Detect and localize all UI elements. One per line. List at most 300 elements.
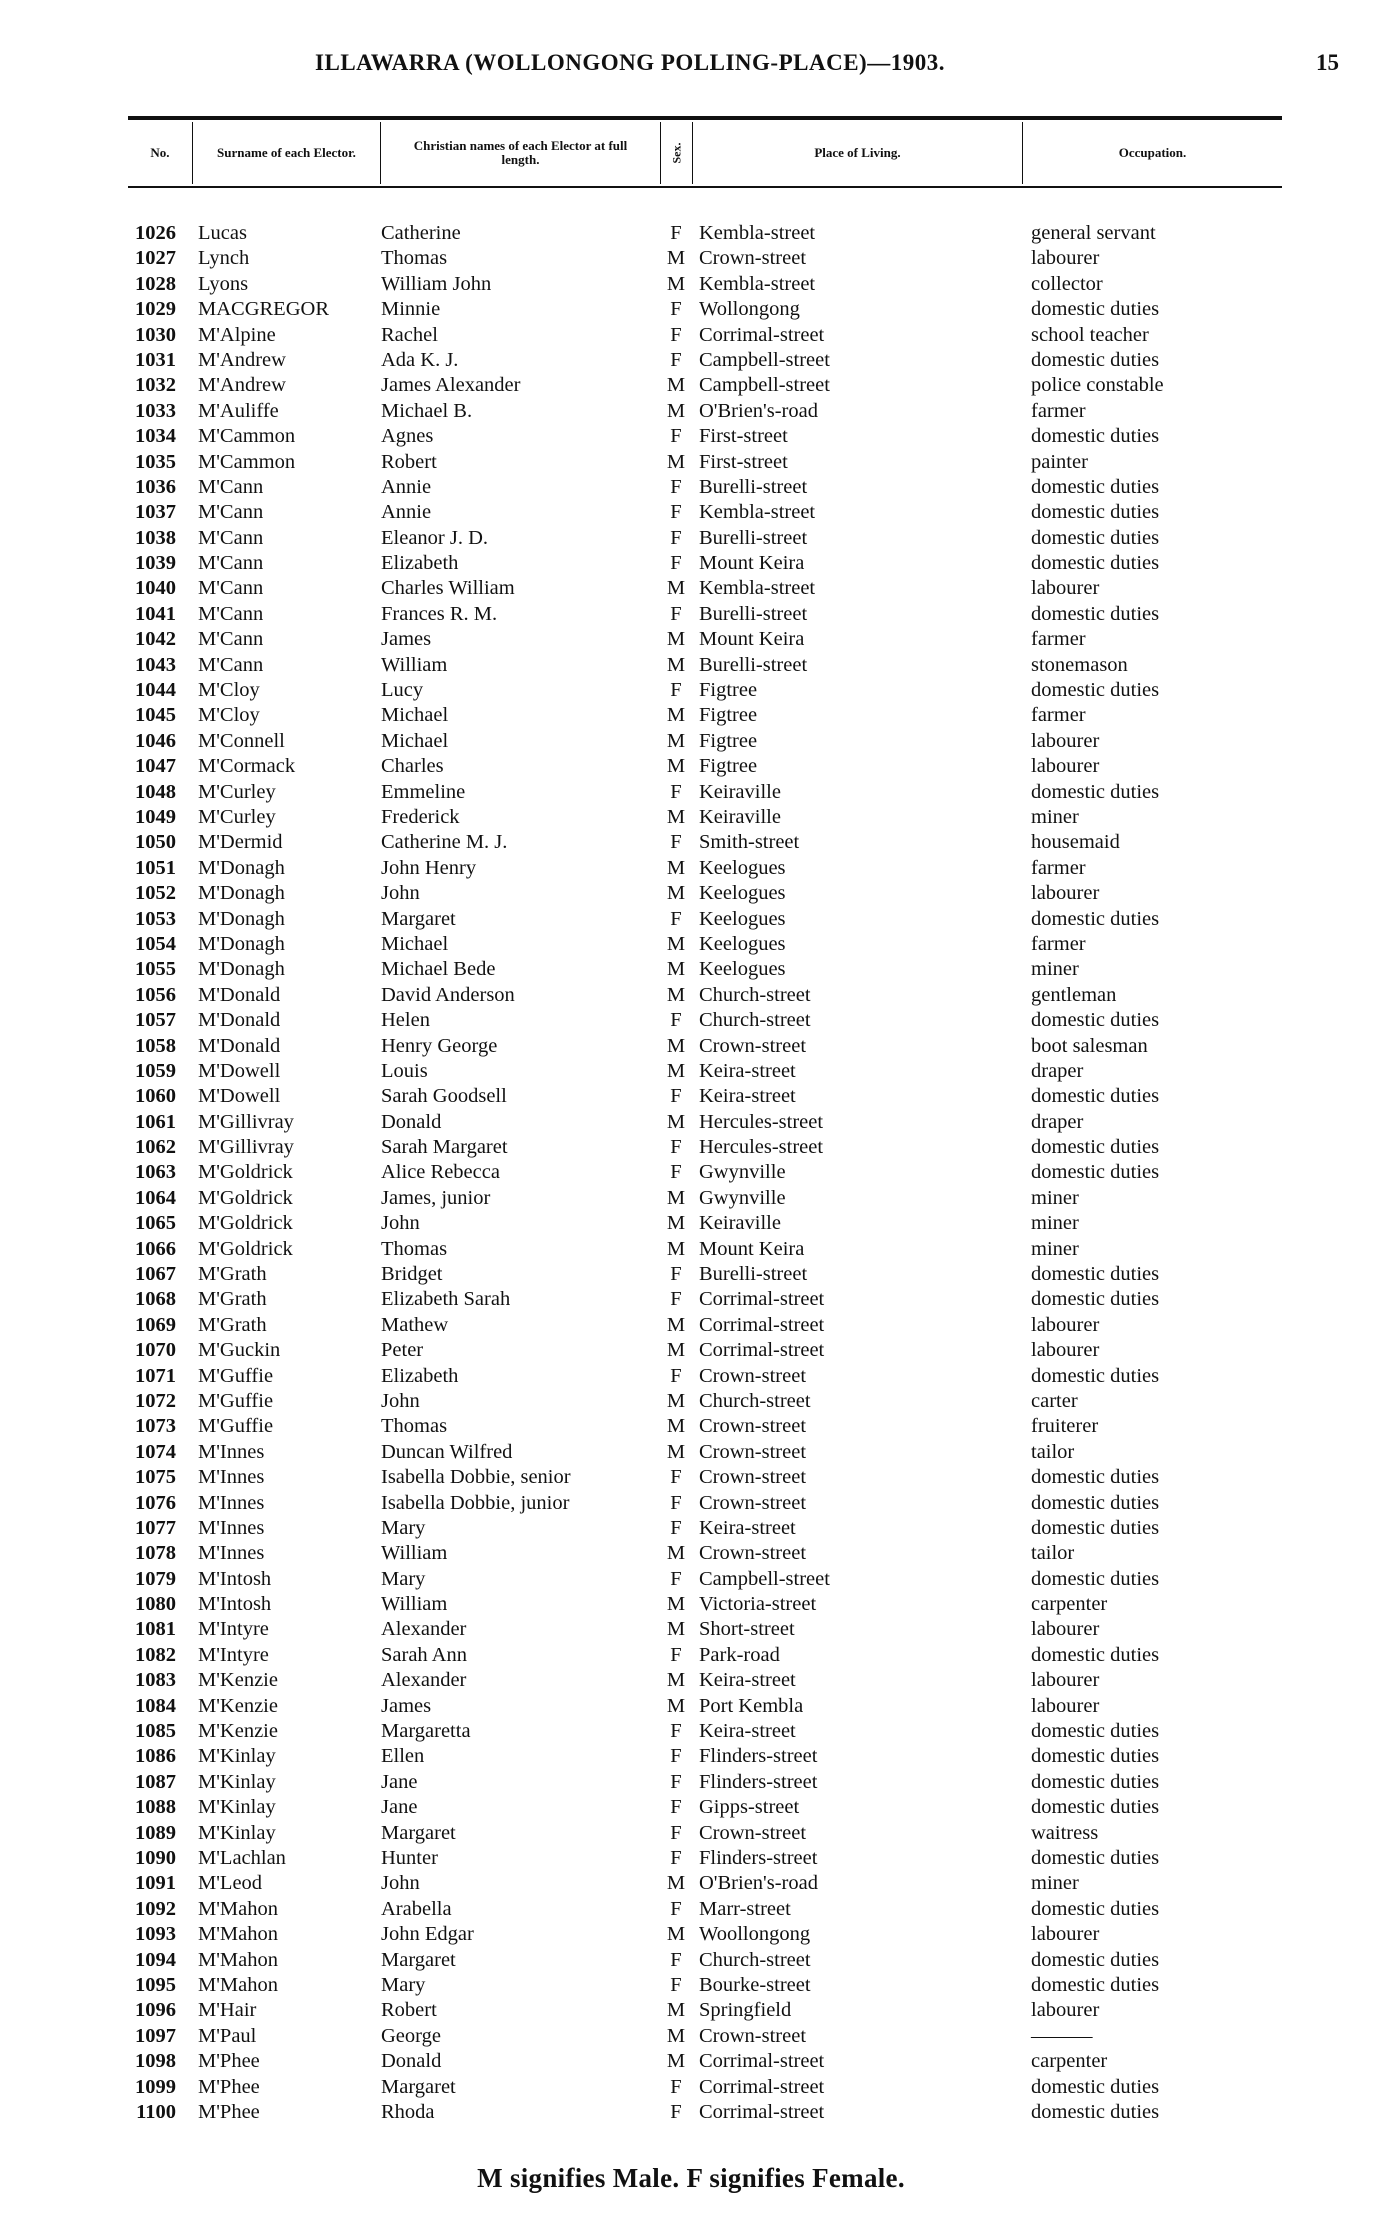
elector-place-of-living: Corrimal-street: [699, 1339, 825, 1362]
elector-occupation: domestic duties: [1031, 2100, 1160, 2123]
elector-sex: M: [666, 1186, 686, 1209]
elector-christian-names: John Edgar: [381, 1923, 474, 1946]
elector-sex: M: [666, 1212, 686, 1235]
elector-surname: M'Cloy: [198, 704, 260, 727]
elector-number: 1095: [135, 1973, 176, 1996]
elector-surname: M'Phee: [198, 2050, 260, 2073]
elector-christian-names: Arabella: [381, 1897, 452, 1920]
elector-place-of-living: O'Brien's-road: [699, 1872, 818, 1895]
elector-surname: M'Cammon: [198, 450, 296, 473]
elector-list: [0, 221, 1382, 2125]
elector-number: 1071: [135, 1364, 176, 1387]
elector-number: 1057: [135, 1009, 176, 1032]
elector-surname: M'Kinlay: [198, 1821, 276, 1844]
col-sex-header: [660, 122, 692, 184]
table-row: [0, 1084, 1382, 1109]
table-row: [0, 500, 1382, 525]
elector-surname: M'Cann: [198, 577, 264, 600]
elector-place-of-living: Short-street: [699, 1618, 795, 1641]
elector-surname: M'Goldrick: [198, 1237, 293, 1260]
elector-place-of-living: Wollongong: [699, 298, 800, 321]
elector-surname: M'Leod: [198, 1872, 263, 1895]
elector-sex: F: [670, 475, 682, 498]
table-row: [0, 729, 1382, 754]
elector-christian-names: Mathew: [381, 1313, 449, 1336]
elector-number: 1080: [135, 1593, 176, 1616]
elector-occupation: painter: [1031, 450, 1088, 473]
elector-sex: M: [666, 2050, 686, 2073]
elector-place-of-living: Crown-street: [699, 1034, 807, 1057]
elector-sex: M: [666, 272, 686, 295]
elector-occupation: domestic duties: [1031, 1288, 1160, 1311]
table-row: [0, 1770, 1382, 1795]
elector-occupation: domestic duties: [1031, 679, 1160, 702]
elector-christian-names: Frances R. M.: [381, 602, 498, 625]
elector-christian-names: Mary: [381, 1567, 426, 1590]
elector-occupation: school teacher: [1031, 323, 1149, 346]
elector-number: 1049: [135, 805, 176, 828]
elector-surname: M'Mahon: [198, 1948, 278, 1971]
elector-sex: M: [666, 704, 686, 727]
elector-occupation: farmer: [1031, 628, 1086, 651]
elector-sex: F: [670, 222, 682, 244]
elector-sex: M: [666, 399, 686, 422]
elector-sex: F: [670, 348, 682, 371]
elector-place-of-living: Gipps-street: [699, 1796, 800, 1819]
table-row: [0, 653, 1382, 678]
elector-place-of-living: Burelli-street: [699, 1263, 808, 1286]
elector-christian-names: John: [381, 1389, 420, 1412]
elector-surname: M'Donagh: [198, 958, 285, 981]
elector-place-of-living: Church-street: [699, 983, 811, 1006]
elector-surname: M'Phee: [198, 2100, 260, 2123]
elector-surname: M'Innes: [198, 1542, 265, 1565]
elector-number: 1090: [135, 1847, 176, 1869]
elector-place-of-living: Flinders-street: [699, 1847, 818, 1869]
page-title: ILLAWARRA (WOLLONGONG POLLING-PLACE)—1903.: [315, 50, 945, 75]
elector-christian-names: Annie: [381, 475, 432, 498]
elector-number: 1062: [135, 1136, 176, 1159]
table-row: [0, 805, 1382, 830]
table-row: [0, 2100, 1382, 2125]
elector-number: 1067: [135, 1263, 176, 1286]
elector-christian-names: Charles: [381, 755, 444, 778]
elector-christian-names: Eleanor J. D.: [381, 526, 489, 549]
elector-place-of-living: Burelli-street: [699, 653, 808, 676]
table-row: [0, 881, 1382, 906]
elector-sex: M: [666, 450, 686, 473]
elector-occupation: ———: [1031, 2024, 1093, 2047]
elector-place-of-living: Hercules-street: [699, 1110, 824, 1133]
elector-sex: F: [670, 2100, 682, 2123]
table-row: [0, 2049, 1382, 2074]
elector-occupation: domestic duties: [1031, 425, 1160, 448]
elector-sex: M: [666, 1872, 686, 1895]
elector-surname: M'Intosh: [198, 1567, 272, 1590]
table-row: [0, 1897, 1382, 1922]
elector-sex: F: [670, 425, 682, 448]
elector-christian-names: Isabella Dobbie, junior: [381, 1491, 570, 1514]
elector-occupation: carpenter: [1031, 2050, 1108, 2073]
elector-occupation: domestic duties: [1031, 1491, 1160, 1514]
elector-sex: M: [666, 1110, 686, 1133]
table-row: [0, 297, 1382, 322]
elector-number: 1029: [135, 298, 176, 321]
elector-occupation: domestic duties: [1031, 1161, 1160, 1184]
elector-christian-names: Robert: [381, 1999, 437, 2022]
table-row: [0, 1389, 1382, 1414]
table-header: [128, 122, 1282, 188]
elector-christian-names: Thomas: [381, 247, 448, 270]
elector-surname: M'Cann: [198, 628, 264, 651]
elector-occupation: labourer: [1031, 882, 1100, 905]
elector-number: 1091: [135, 1872, 176, 1895]
elector-sex: M: [666, 1618, 686, 1641]
table-row: [0, 1338, 1382, 1363]
elector-surname: M'Mahon: [198, 1897, 278, 1920]
table-row: [0, 348, 1382, 373]
elector-number: 1054: [135, 932, 176, 955]
elector-sex: M: [666, 1440, 686, 1463]
elector-occupation: miner: [1031, 1237, 1079, 1260]
elector-sex: F: [670, 526, 682, 549]
elector-number: 1073: [135, 1415, 176, 1438]
elector-sex: F: [670, 1364, 682, 1387]
elector-number: 1059: [135, 1059, 176, 1082]
elector-number: 1030: [135, 323, 176, 346]
elector-place-of-living: Keelogues: [699, 856, 786, 879]
elector-occupation: labourer: [1031, 1313, 1100, 1336]
elector-surname: M'Donagh: [198, 907, 285, 930]
elector-surname: M'Cann: [198, 501, 264, 524]
elector-place-of-living: Figtree: [699, 704, 758, 727]
elector-christian-names: Rhoda: [381, 2100, 435, 2123]
elector-sex: F: [670, 1567, 682, 1590]
elector-place-of-living: First-street: [699, 450, 788, 473]
elector-place-of-living: Bourke-street: [699, 1973, 811, 1996]
elector-occupation: domestic duties: [1031, 1009, 1160, 1032]
elector-sex: F: [670, 602, 682, 625]
elector-surname: M'Dermid: [198, 831, 283, 854]
elector-surname: M'Kenzie: [198, 1694, 278, 1717]
elector-number: 1026: [135, 222, 176, 244]
col-christian-header: Christian names of each Elector at full length.: [380, 122, 660, 184]
elector-sex: M: [666, 1923, 686, 1946]
elector-number: 1070: [135, 1339, 176, 1362]
elector-sex: F: [670, 1973, 682, 1996]
elector-place-of-living: Burelli-street: [699, 602, 808, 625]
elector-sex: M: [666, 1694, 686, 1717]
elector-surname: M'Andrew: [198, 374, 286, 397]
elector-place-of-living: Campbell-street: [699, 348, 830, 371]
elector-christian-names: Donald: [381, 1110, 442, 1133]
elector-occupation: farmer: [1031, 932, 1086, 955]
elector-sex: F: [670, 1136, 682, 1159]
elector-christian-names: Duncan Wilfred: [381, 1440, 513, 1463]
elector-christian-names: Margaret: [381, 2075, 456, 2098]
elector-occupation: labourer: [1031, 1694, 1100, 1717]
table-row: [0, 1414, 1382, 1439]
elector-christian-names: John: [381, 1872, 420, 1895]
elector-place-of-living: Marr-street: [699, 1897, 791, 1920]
table-row: [0, 907, 1382, 932]
elector-number: 1088: [135, 1796, 176, 1819]
table-row: [0, 1567, 1382, 1592]
elector-number: 1028: [135, 272, 176, 295]
elector-occupation: labourer: [1031, 247, 1100, 270]
elector-christian-names: Mary: [381, 1516, 426, 1539]
elector-occupation: farmer: [1031, 399, 1086, 422]
elector-sex: M: [666, 2024, 686, 2047]
elector-number: 1053: [135, 907, 176, 930]
elector-number: 1064: [135, 1186, 176, 1209]
elector-christian-names: Michael B.: [381, 399, 473, 422]
table-row: [0, 475, 1382, 500]
elector-sex: F: [670, 780, 682, 803]
elector-number: 1058: [135, 1034, 176, 1057]
table-row: [0, 602, 1382, 627]
elector-christian-names: David Anderson: [381, 983, 515, 1006]
elector-place-of-living: Port Kembla: [699, 1694, 804, 1717]
elector-sex: F: [670, 501, 682, 524]
elector-sex: F: [670, 552, 682, 575]
elector-christian-names: Catherine: [381, 222, 461, 244]
elector-place-of-living: Hercules-street: [699, 1136, 824, 1159]
elector-surname: M'Cloy: [198, 679, 260, 702]
elector-surname: M'Gillivray: [198, 1136, 294, 1159]
elector-place-of-living: Campbell-street: [699, 1567, 830, 1590]
table-row: [0, 856, 1382, 881]
elector-place-of-living: Crown-street: [699, 1466, 807, 1489]
elector-occupation: domestic duties: [1031, 501, 1160, 524]
elector-surname: M'Kenzie: [198, 1720, 278, 1743]
elector-occupation: carpenter: [1031, 1593, 1108, 1616]
elector-sex: F: [670, 1009, 682, 1032]
elector-surname: M'Guffie: [198, 1415, 274, 1438]
elector-surname: M'Donagh: [198, 882, 285, 905]
elector-number: 1043: [135, 653, 176, 676]
elector-place-of-living: Corrimal-street: [699, 2050, 825, 2073]
elector-place-of-living: Figtree: [699, 729, 758, 752]
elector-christian-names: Jane: [381, 1770, 418, 1793]
elector-sex: M: [666, 1593, 686, 1616]
elector-occupation: collector: [1031, 272, 1103, 295]
elector-occupation: fruiterer: [1031, 1415, 1099, 1438]
table-row: [0, 1795, 1382, 1820]
table-row: [0, 1237, 1382, 1262]
elector-christian-names: Sarah Margaret: [381, 1136, 508, 1159]
elector-number: 1078: [135, 1542, 176, 1565]
elector-christian-names: Margaretta: [381, 1720, 471, 1743]
elector-christian-names: Michael Bede: [381, 958, 496, 981]
elector-sex: M: [666, 983, 686, 1006]
elector-place-of-living: Keelogues: [699, 907, 786, 930]
elector-surname: M'Guckin: [198, 1339, 281, 1362]
elector-occupation: domestic duties: [1031, 1897, 1160, 1920]
elector-christian-names: Minnie: [381, 298, 441, 321]
elector-sex: M: [666, 1034, 686, 1057]
elector-place-of-living: Kembla-street: [699, 272, 816, 295]
elector-place-of-living: Gwynville: [699, 1186, 786, 1209]
table-row: [0, 830, 1382, 855]
elector-number: 1075: [135, 1466, 176, 1489]
elector-number: 1063: [135, 1161, 176, 1184]
elector-place-of-living: Crown-street: [699, 1440, 807, 1463]
elector-christian-names: Thomas: [381, 1415, 448, 1438]
elector-occupation: miner: [1031, 1186, 1079, 1209]
elector-number: 1086: [135, 1745, 176, 1768]
elector-surname: M'Curley: [198, 780, 276, 803]
elector-occupation: miner: [1031, 805, 1079, 828]
table-row: [0, 1262, 1382, 1287]
elector-number: 1041: [135, 602, 176, 625]
elector-place-of-living: Gwynville: [699, 1161, 786, 1184]
elector-surname: M'Cann: [198, 526, 264, 549]
elector-surname: M'Cann: [198, 602, 264, 625]
elector-christian-names: Robert: [381, 450, 437, 473]
table-row: [0, 373, 1382, 398]
elector-christian-names: Michael: [381, 704, 449, 727]
elector-christian-names: Peter: [381, 1339, 424, 1362]
table-row: [0, 932, 1382, 957]
table-row: [0, 526, 1382, 551]
elector-christian-names: Sarah Ann: [381, 1643, 467, 1666]
elector-occupation: domestic duties: [1031, 602, 1160, 625]
elector-surname: M'Grath: [198, 1263, 267, 1286]
elector-occupation: domestic duties: [1031, 1796, 1160, 1819]
elector-place-of-living: Kembla-street: [699, 577, 816, 600]
elector-sex: F: [670, 1085, 682, 1108]
elector-surname: M'Innes: [198, 1466, 265, 1489]
elector-number: 1056: [135, 983, 176, 1006]
table-row: [0, 1287, 1382, 1312]
elector-place-of-living: Crown-street: [699, 1491, 807, 1514]
sex-legend-footer: M signifies Male. F signifies Female.: [477, 2163, 905, 2193]
elector-place-of-living: Corrimal-street: [699, 1288, 825, 1311]
elector-place-of-living: Crown-street: [699, 2024, 807, 2047]
elector-sex: M: [666, 856, 686, 879]
elector-sex: F: [670, 2075, 682, 2098]
table-row: [0, 1364, 1382, 1389]
elector-christian-names: Mary: [381, 1973, 426, 1996]
elector-place-of-living: Kembla-street: [699, 222, 816, 244]
elector-occupation: general servant: [1031, 222, 1156, 244]
table-row: [0, 1617, 1382, 1642]
elector-number: 1098: [135, 2050, 176, 2073]
elector-number: 1077: [135, 1516, 176, 1539]
elector-surname: M'Innes: [198, 1491, 265, 1514]
elector-christian-names: Thomas: [381, 1237, 448, 1260]
table-row: [0, 1440, 1382, 1465]
elector-surname: M'Dowell: [198, 1059, 281, 1082]
elector-sex: F: [670, 1847, 682, 1869]
table-row: [0, 1846, 1382, 1871]
elector-number: 1052: [135, 882, 176, 905]
elector-surname: M'Donald: [198, 1009, 281, 1032]
elector-christian-names: Alexander: [381, 1618, 467, 1641]
elector-place-of-living: Crown-street: [699, 247, 807, 270]
elector-surname: Lyons: [198, 272, 249, 295]
elector-place-of-living: Crown-street: [699, 1821, 807, 1844]
elector-number: 1034: [135, 425, 176, 448]
table-row: [0, 1948, 1382, 1973]
table-row: [0, 1135, 1382, 1160]
elector-christian-names: Frederick: [381, 805, 460, 828]
elector-place-of-living: Keira-street: [699, 1085, 796, 1108]
elector-place-of-living: Campbell-street: [699, 374, 830, 397]
elector-surname: M'Grath: [198, 1313, 267, 1336]
table-row: [0, 1694, 1382, 1719]
elector-surname: M'Kinlay: [198, 1745, 276, 1768]
elector-surname: M'Cann: [198, 653, 264, 676]
table-row: [0, 1821, 1382, 1846]
elector-number: 1079: [135, 1567, 176, 1590]
elector-number: 1027: [135, 247, 176, 270]
elector-occupation: domestic duties: [1031, 1948, 1160, 1971]
elector-number: 1065: [135, 1212, 176, 1235]
elector-sex: M: [666, 805, 686, 828]
elector-occupation: domestic duties: [1031, 2075, 1160, 2098]
elector-sex: F: [670, 1516, 682, 1539]
elector-sex: F: [670, 907, 682, 930]
elector-place-of-living: Church-street: [699, 1009, 811, 1032]
elector-surname: M'Goldrick: [198, 1161, 293, 1184]
elector-christian-names: Sarah Goodsell: [381, 1085, 507, 1108]
table-row: [0, 576, 1382, 601]
elector-number: 1040: [135, 577, 176, 600]
elector-christian-names: William: [381, 653, 448, 676]
elector-christian-names: Michael: [381, 729, 449, 752]
elector-surname: M'Cormack: [198, 755, 296, 778]
table-row: [0, 703, 1382, 728]
elector-place-of-living: Keira-street: [699, 1720, 796, 1743]
elector-surname: M'Cann: [198, 475, 264, 498]
elector-christian-names: Margaret: [381, 1821, 456, 1844]
elector-christian-names: Ellen: [381, 1745, 425, 1768]
elector-occupation: housemaid: [1031, 831, 1120, 854]
elector-number: 1050: [135, 831, 176, 854]
elector-occupation: domestic duties: [1031, 1085, 1160, 1108]
elector-sex: M: [666, 653, 686, 676]
elector-place-of-living: O'Brien's-road: [699, 399, 818, 422]
col-occupation-header: Occupation.: [1022, 122, 1282, 184]
elector-surname: M'Innes: [198, 1516, 265, 1539]
elector-sex: F: [670, 1643, 682, 1666]
elector-number: 1069: [135, 1313, 176, 1336]
elector-place-of-living: Victoria-street: [699, 1593, 817, 1616]
elector-number: 1061: [135, 1110, 176, 1133]
elector-place-of-living: Mount Keira: [699, 628, 805, 651]
elector-occupation: domestic duties: [1031, 1516, 1160, 1539]
elector-sex: M: [666, 1237, 686, 1260]
elector-place-of-living: Springfield: [699, 1999, 792, 2022]
elector-number: 1047: [135, 755, 176, 778]
elector-occupation: domestic duties: [1031, 298, 1160, 321]
table-row: [0, 246, 1382, 271]
elector-surname: M'Mahon: [198, 1923, 278, 1946]
elector-christian-names: James, junior: [381, 1186, 491, 1209]
elector-christian-names: Margaret: [381, 1948, 456, 1971]
elector-place-of-living: Keira-street: [699, 1516, 796, 1539]
elector-sex: F: [670, 831, 682, 854]
elector-number: 1060: [135, 1085, 176, 1108]
elector-occupation: domestic duties: [1031, 348, 1160, 371]
elector-occupation: domestic duties: [1031, 1136, 1160, 1159]
elector-number: 1096: [135, 1999, 176, 2022]
elector-number: 1036: [135, 475, 176, 498]
elector-surname: M'Gillivray: [198, 1110, 294, 1133]
header-rule: [128, 116, 1282, 120]
